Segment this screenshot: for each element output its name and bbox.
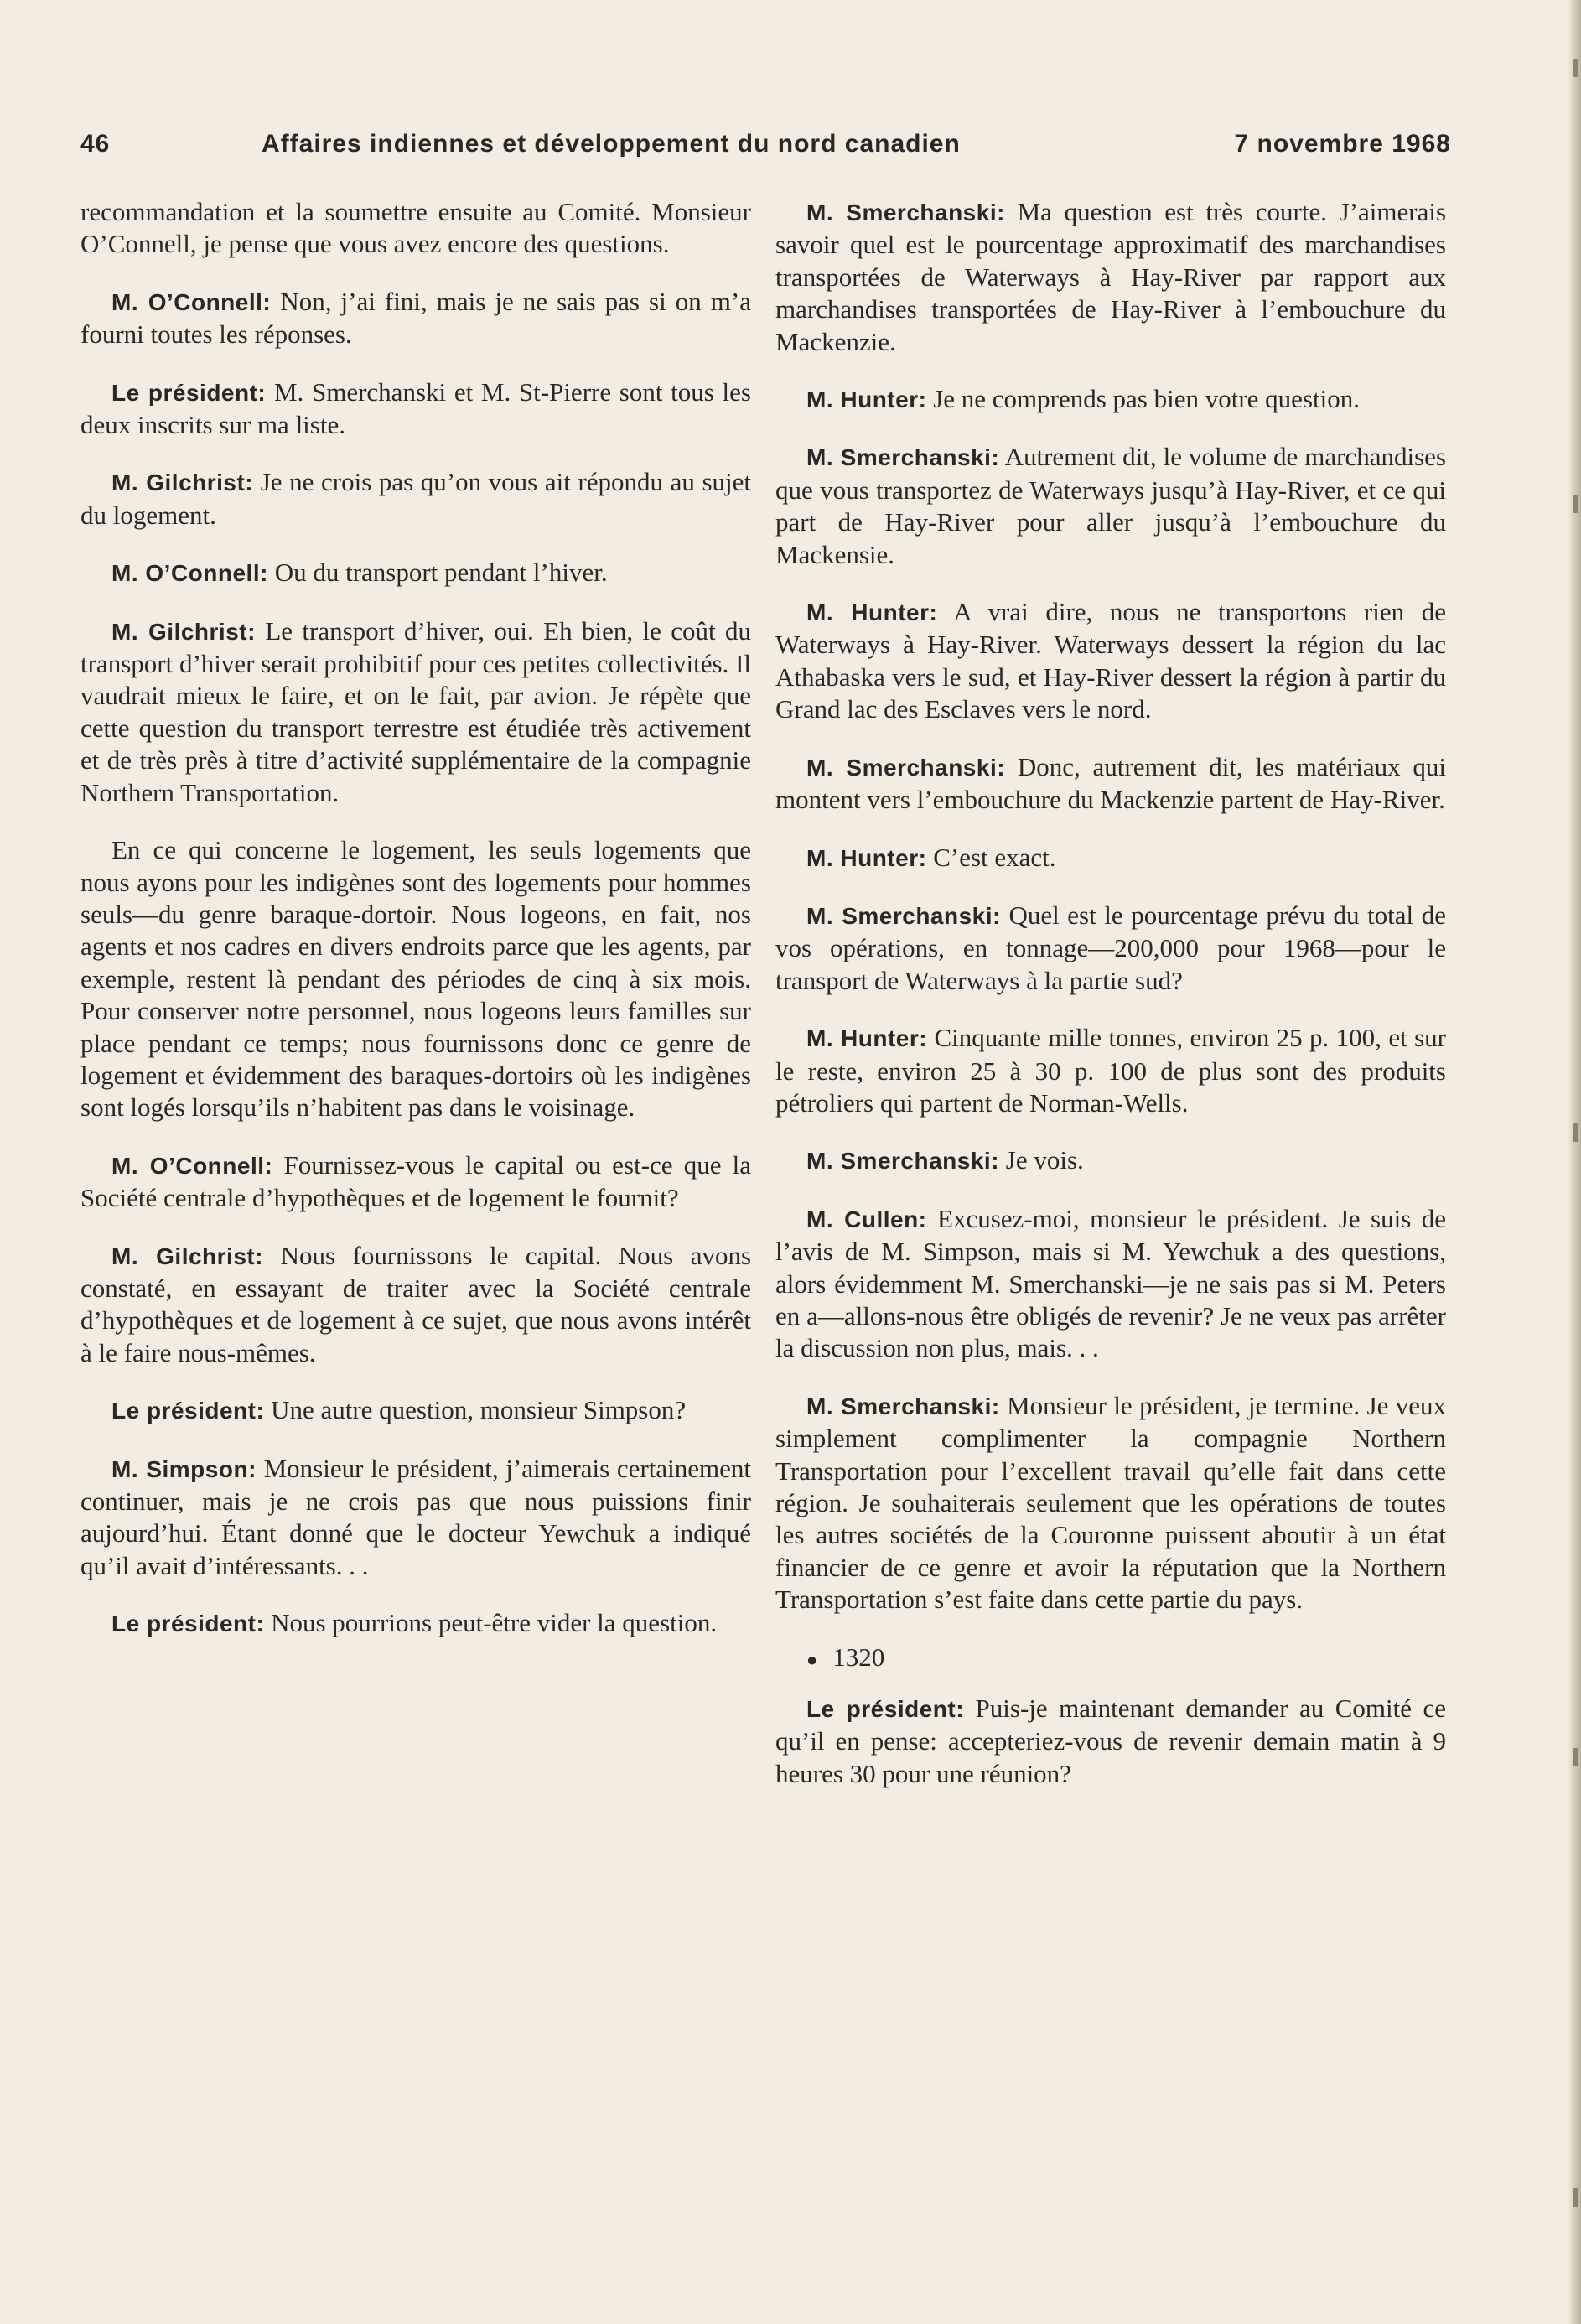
speaker-name: M. O’Connell: [111,1152,273,1179]
publication-title: Affaires indiennes et développement du nord canadien [262,130,961,158]
edge-mark [1573,495,1578,513]
edge-mark [1573,1748,1578,1766]
running-header [80,130,1451,169]
time-marker [775,1642,1446,1676]
edge-mark [1573,1123,1578,1142]
paragraph: M. Gilchrist: Le transport d’hiver, oui. Eh bien, le coût du transport d’hiver serait prohibitif pour ces petites collectivités. Il vaudrait mieux le faire, et on le fait, par avion. Je répète que cette question du transport terrestre est étudiée très activement et de très près à titre d’activité supplémentaire de la compagnie Northern Transportation. [80,615,751,807]
speaker-name: Le président: [111,1611,265,1637]
speaker-name: M. Smerchanski: [806,754,1006,781]
paragraph: M. Smerchanski: Monsieur le président, je termine. Je veux simplement complimenter la compagnie Northern Transportation pour l’excellent travail qu’elle fait dans cette région. Je souhaiterais seulement que les opérations de toutes les autres sociétés de la Couronne puissent aboutir à un état financier de ce genre et avoir la réputation que la Northern Transportation s’est faite dans cette partie du pays. [775,1390,1446,1615]
page-edge [1568,0,1581,2324]
speaker-name: M. Hunter: [806,599,938,626]
speaker-name: M. Smerchanski: [806,200,1005,226]
speaker-name: M. Gilchrist: [111,1242,264,1269]
paragraph: M. Simpson: Monsieur le président, j’aimerais certainement continuer, mais je ne crois pas que nous puissions finir aujourd’hui. Étant donné que le docteur Yewchuk a indiqué qu’il avait d’intéressants. . . [80,1453,751,1580]
speaker-name: M. Gilchrist: [111,618,256,645]
paragraph: M. Smerchanski: Quel est le pourcentage prévu du total de vos opérations, en tonnage—200,000 pour 1968—pour le transport de Waterways à la partie sud? [775,900,1447,995]
speaker-name: Le président: [806,1696,965,1723]
time-marker-value: 1320 [832,1642,885,1672]
paragraph: recommandation et la soumettre ensuite au Comité. Monsieur O’Connell, je pense que vous avez encore des questions. [80,197,751,259]
speaker-name: M. Smerchanski: [806,1393,1000,1419]
paragraph: Le président: M. Smerchanski et M. St-Pierre sont tous les deux inscrits sur ma liste. [80,376,751,440]
page-number: 46 [80,130,111,158]
paragraph: En ce qui concerne le logement, les seuls logements que nous ayons pour les indigènes sont des logements pour hommes seuls—du genre baraque-dortoir. Nous logeons, en fait, nos agents et nos cadres en divers endroits parce que les agents, par exemple, restent là pendant des périodes de cinq à six mois. Pour conserver notre personnel, nous logeons leurs familles sur place pendant ce temps; nous fournissons donc ce genre de logement et évidemment des baraques-dortoirs où les indigènes sont logés lorsqu’ils n’habitent pas dans le voisinage. [80,835,751,1123]
speaker-name: M. Smerchanski: [806,1148,1000,1175]
edge-mark [1573,59,1578,77]
paragraph: M. Smerchanski: Donc, autrement dit, les matériaux qui montent vers l’embouchure du Mackenzie partent de Hay-River. [775,751,1446,815]
speaker-name: M. Smerchanski: [806,902,1001,929]
paragraph: M. Hunter: A vrai dire, nous ne transportons rien de Waterways à Hay-River. Waterways dessert la région du lac Athabaska vers le sud, et Hay-River dessert la région à partir du Grand lac des Esclaves vers le nord. [775,597,1446,724]
paragraph: Le président: Puis-je maintenant demander au Comité ce qu’il en pense: accepteriez-vous de revenir demain matin à 9 heures 30 pour une réunion? [775,1694,1447,1788]
paragraph: M. Cullen: Excusez-moi, monsieur le président. Je suis de l’avis de M. Simpson, mais si M. Yewchuk a des questions, alors évidemment M. Smerchanski—je ne sais pas si M. Peters en a—allons-nous être obligés de revenir? Je ne veux pas arrêter la discussion non plus, mais. . . [775,1203,1447,1363]
speaker-name: M. Hunter: [806,844,927,871]
speaker-name: Le président: [111,379,267,406]
speaker-name: M. Gilchrist: [111,469,254,496]
speaker-name: M. O’Connell: [111,560,268,587]
speaker-name: M. Hunter: [806,386,927,413]
left-column [80,196,751,1666]
speaker-name: M. Hunter: [806,1025,928,1052]
paragraph: M. Gilchrist: Je ne crois pas qu’on vous ait répondu au sujet du logement. [80,467,751,530]
header-date: 7 novembre 1968 [1234,130,1451,158]
paragraph: Le président: Nous pourrions peut-être vider la question. [111,1608,718,1638]
paragraph: M. O’Connell: Fournissez-vous le capital ou est-ce que la Société centrale d’hypothèques et de logement le fournit? [80,1149,751,1213]
speaker-name: M. O’Connell: [111,288,272,315]
bullet-icon: ● [806,1648,818,1670]
speaker-name: M. Simpson: [111,1455,257,1482]
paragraph: M. Hunter: C’est exact. [806,842,1056,872]
speaker-name: M. Cullen: [806,1206,927,1232]
paragraph: M. Hunter: Cinquante mille tonnes, environ 25 p. 100, et sur le reste, environ 25 à 30 p. 100 de plus sont des produits pétroliers qui partent de Norman-Wells. [775,1023,1446,1118]
speaker-name: M. Smerchanski: [806,444,1000,471]
edge-mark [1573,2188,1578,2207]
paragraph: M. Smerchanski: Autrement dit, le volume de marchandises que vous transportez de Waterways jusqu’à Hay-River, et ce qui part de Hay-River pour aller jusqu’à l’embouchure du Mackensie. [775,442,1446,569]
paragraph: M. Gilchrist: Nous fournissons le capital. Nous avons constaté, en essayant de traiter avec la Société centrale d’hypothèques et de logement à ce sujet, que nous avons intérêt à le faire nous-mêmes. [80,1240,752,1367]
paragraph: M. Hunter: Je ne comprends pas bien votre question. [806,384,1360,414]
paragraph: Le président: Une autre question, monsieur Simpson? [111,1395,687,1425]
speaker-name: Le président: [111,1398,265,1424]
paragraph: M. O’Connell: Ou du transport pendant l’hiver. [111,558,608,588]
right-column [775,196,1446,1815]
paragraph: M. O’Connell: Non, j’ai fini, mais je ne sais pas si on m’a fourni toutes les réponses. [80,286,752,350]
paragraph: M. Smerchanski: Ma question est très courte. J’aimerais savoir quel est le pourcentage approximatif des marchandises transportées de Waterways à Hay-River par rapport aux marchandises transportées de Hay-River à l’embouchure du Mackenzie. [775,197,1447,356]
paragraph: M. Smerchanski: Je vois. [806,1145,1084,1175]
